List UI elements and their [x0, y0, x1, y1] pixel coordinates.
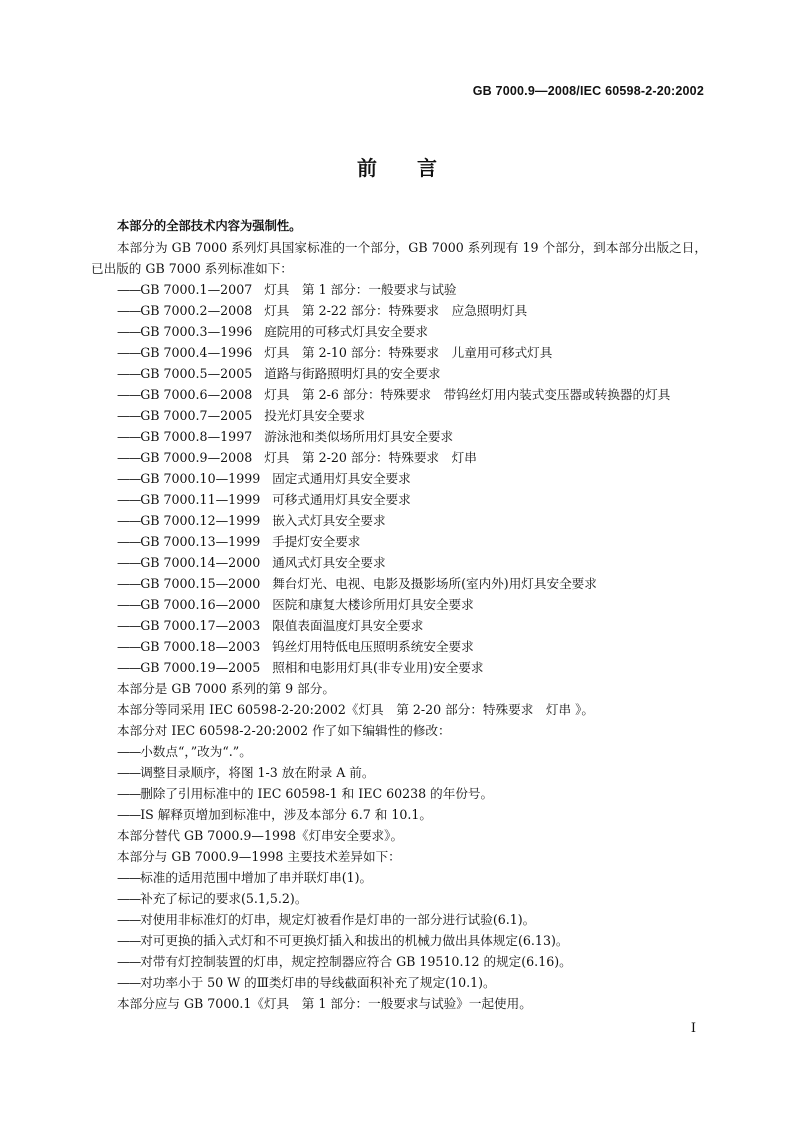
- standard-code: GB 7000.2—2008: [140, 303, 253, 318]
- list-item: [91, 762, 707, 783]
- list-item: [91, 594, 707, 615]
- dash-mark: ——: [117, 765, 141, 780]
- standard-title: 灯具 第 2-10 部分：特殊要求 儿童用可移式灯具: [264, 345, 553, 360]
- dash-mark: ——: [117, 513, 141, 528]
- dash-mark: ——: [117, 450, 141, 465]
- standard-code: GB 7000.16—2000: [140, 597, 261, 612]
- edit-text: 小数点“，”改为“.”。: [140, 744, 252, 759]
- list-item: [91, 300, 707, 321]
- list-item: [91, 447, 707, 468]
- edit-text: 删除了引用标准中的 IEC 60598-1 和 IEC 60238 的年份号。: [140, 786, 494, 801]
- edit-text: 调整目录顺序，将图 1-3 放在附录 A 前。: [140, 765, 375, 780]
- standard-title: 医院和康复大楼诊所用灯具安全要求: [272, 597, 474, 612]
- list-item: [91, 426, 707, 447]
- standard-title: 投光灯具安全要求: [264, 408, 365, 423]
- list-item: [91, 363, 707, 384]
- page-title: 前言: [357, 156, 477, 180]
- standard-code: GB 7000.4—1996: [140, 345, 253, 360]
- preface-body: [91, 216, 707, 1014]
- list-item: [91, 321, 707, 342]
- list-item: [91, 342, 707, 363]
- dash-mark: ——: [117, 618, 141, 633]
- standard-title: 灯具 第 2-22 部分：特殊要求 应急照明灯具: [264, 303, 528, 318]
- standard-title: 道路与街路照明灯具的安全要求: [264, 366, 441, 381]
- standard-code: GB 7000.9—2008: [140, 450, 253, 465]
- standard-title: 嵌入式灯具安全要求: [272, 513, 386, 528]
- standard-code: GB 7000.11—1999: [140, 492, 261, 507]
- dash-mark: ——: [117, 303, 141, 318]
- standard-code: GB 7000.7—2005: [140, 408, 253, 423]
- dash-mark: ——: [117, 870, 141, 885]
- dash-mark: ——: [117, 492, 141, 507]
- standard-code: GB 7000.1—2007: [140, 282, 253, 297]
- standard-title: 通风式灯具安全要求: [272, 555, 386, 570]
- standard-title: 游泳池和类似场所用灯具安全要求: [264, 429, 454, 444]
- edit-text: IS 解释页增加到标准中，涉及本部分 6.7 和 10.1。: [140, 807, 432, 822]
- standard-title: 舞台灯光、电视、电影及摄影场所(室内外)用灯具安全要求: [272, 576, 597, 591]
- dash-mark: ——: [117, 387, 141, 402]
- dash-mark: ——: [117, 534, 141, 549]
- dash-mark: ——: [117, 786, 141, 801]
- standard-code: GB 7000.10—1999: [140, 471, 261, 486]
- dash-mark: ——: [117, 912, 141, 927]
- list-item: [91, 783, 707, 804]
- dash-mark: ——: [117, 807, 141, 822]
- list-item: [91, 972, 707, 993]
- list-item: [91, 468, 707, 489]
- list-item: [91, 804, 707, 825]
- list-item: [91, 552, 707, 573]
- standard-code: GB 7000.13—1999: [140, 534, 261, 549]
- standard-code: GB 7000.14—2000: [140, 555, 261, 570]
- edits-list: [91, 741, 707, 825]
- dash-mark: ——: [117, 576, 141, 591]
- list-item: [91, 657, 707, 678]
- dash-mark: ——: [117, 744, 141, 759]
- list-item: [91, 951, 707, 972]
- standard-code: GB 7000.19—2005: [140, 660, 261, 675]
- dash-mark: ——: [117, 660, 141, 675]
- standard-title: 灯具 第 1 部分：一般要求与试验: [264, 282, 457, 297]
- list-item: [91, 384, 707, 405]
- standard-title: 庭院用的可移式灯具安全要求: [264, 324, 428, 339]
- standard-title: 可移式通用灯具安全要求: [272, 492, 411, 507]
- standard-title: 手提灯安全要求: [272, 534, 361, 549]
- standard-code: GB 7000.5—2005: [140, 366, 253, 381]
- standard-title: 钨丝灯用特低电压照明系统安全要求: [272, 639, 474, 654]
- standard-code: GB 7000.3—1996: [140, 324, 253, 339]
- page-number: I: [690, 1021, 696, 1036]
- edits-intro: 本部分对 IEC 60598-2-20:2002 作了如下编辑性的修改：: [117, 723, 451, 738]
- dash-mark: ——: [117, 891, 141, 906]
- dash-mark: ——: [117, 366, 141, 381]
- standard-title: 灯具 第 2-20 部分：特殊要求 灯串: [264, 450, 477, 465]
- list-item: [91, 930, 707, 951]
- series-intro-paragraph: 本部分为 GB 7000 系列灯具国家标准的一个部分，GB 7000 系列现有 19 个部分，到本部分出版之日，已出版的 GB 7000 系列标准如下：: [91, 240, 707, 276]
- dash-mark: ——: [117, 597, 141, 612]
- usage-statement: 本部分应与 GB 7000.1《灯具 第 1 部分：一般要求与试验》一起使用。: [117, 996, 532, 1011]
- dash-mark: ——: [117, 429, 141, 444]
- standard-code: GB 7000.18—2003: [140, 639, 261, 654]
- list-item: [91, 531, 707, 552]
- diff-text: 对使用非标准灯的灯串，规定灯被看作是灯串的一部分进行试验(6.1)。: [140, 912, 536, 927]
- dash-mark: ——: [117, 408, 141, 423]
- diff-text: 标准的适用范围中增加了串并联灯串(1)。: [140, 870, 373, 885]
- list-item: [91, 909, 707, 930]
- list-item: [91, 867, 707, 888]
- dash-mark: ——: [117, 345, 141, 360]
- equivalence-statement: 本部分等同采用 IEC 60598-2-20:2002《灯具 第 2-20 部分：特殊要求 灯串 》。: [117, 702, 594, 717]
- list-item: [91, 573, 707, 594]
- dash-mark: ——: [117, 954, 141, 969]
- list-item: [91, 489, 707, 510]
- dash-mark: ——: [117, 933, 141, 948]
- list-item: [91, 510, 707, 531]
- list-item: [91, 741, 707, 762]
- standard-title: 照相和电影用灯具(非专业用)安全要求: [272, 660, 484, 675]
- standard-code: GB 7000.6—2008: [140, 387, 253, 402]
- dash-mark: ——: [117, 282, 141, 297]
- replaces-statement: 本部分替代 GB 7000.9—1998《灯串安全要求》。: [117, 828, 404, 843]
- dash-mark: ——: [117, 324, 141, 339]
- list-item: [91, 615, 707, 636]
- document-code-header: GB 7000.9—2008/IEC 60598-2-20:2002: [472, 84, 704, 98]
- standard-code: GB 7000.15—2000: [140, 576, 261, 591]
- standard-code: GB 7000.12—1999: [140, 513, 261, 528]
- standards-list: [91, 279, 707, 678]
- part-ninth-statement: 本部分是 GB 7000 系列的第 9 部分。: [117, 681, 335, 696]
- diff-text: 对带有灯控制装置的灯串，规定控制器应符合 GB 19510.12 的规定(6.16)。: [140, 954, 572, 969]
- diff-text: 对可更换的插入式灯和不可更换灯插入和拔出的机械力做出具体规定(6.13)。: [140, 933, 569, 948]
- diff-text: 补充了标记的要求(5.1,5.2)。: [140, 891, 308, 906]
- diff-text: 对功率小于 50 W 的Ⅲ类灯串的导线截面积补充了规定(10.1)。: [140, 975, 496, 990]
- standard-title: 限值表面温度灯具安全要求: [272, 618, 424, 633]
- list-item: [91, 279, 707, 300]
- list-item: [91, 888, 707, 909]
- standard-code: GB 7000.8—1997: [140, 429, 253, 444]
- list-item: [91, 636, 707, 657]
- standard-title: 固定式通用灯具安全要求: [272, 471, 411, 486]
- standard-code: GB 7000.17—2003: [140, 618, 261, 633]
- list-item: [91, 405, 707, 426]
- dash-mark: ——: [117, 471, 141, 486]
- diffs-list: [91, 867, 707, 993]
- dash-mark: ——: [117, 975, 141, 990]
- standard-title: 灯具 第 2-6 部分：特殊要求 带钨丝灯用内装式变压器或转换器的灯具: [264, 387, 671, 402]
- dash-mark: ——: [117, 639, 141, 654]
- dash-mark: ——: [117, 555, 141, 570]
- mandatory-statement: 本部分的全部技术内容为强制性。: [117, 219, 302, 233]
- diffs-intro: 本部分与 GB 7000.9—1998 主要技术差异如下：: [117, 849, 401, 864]
